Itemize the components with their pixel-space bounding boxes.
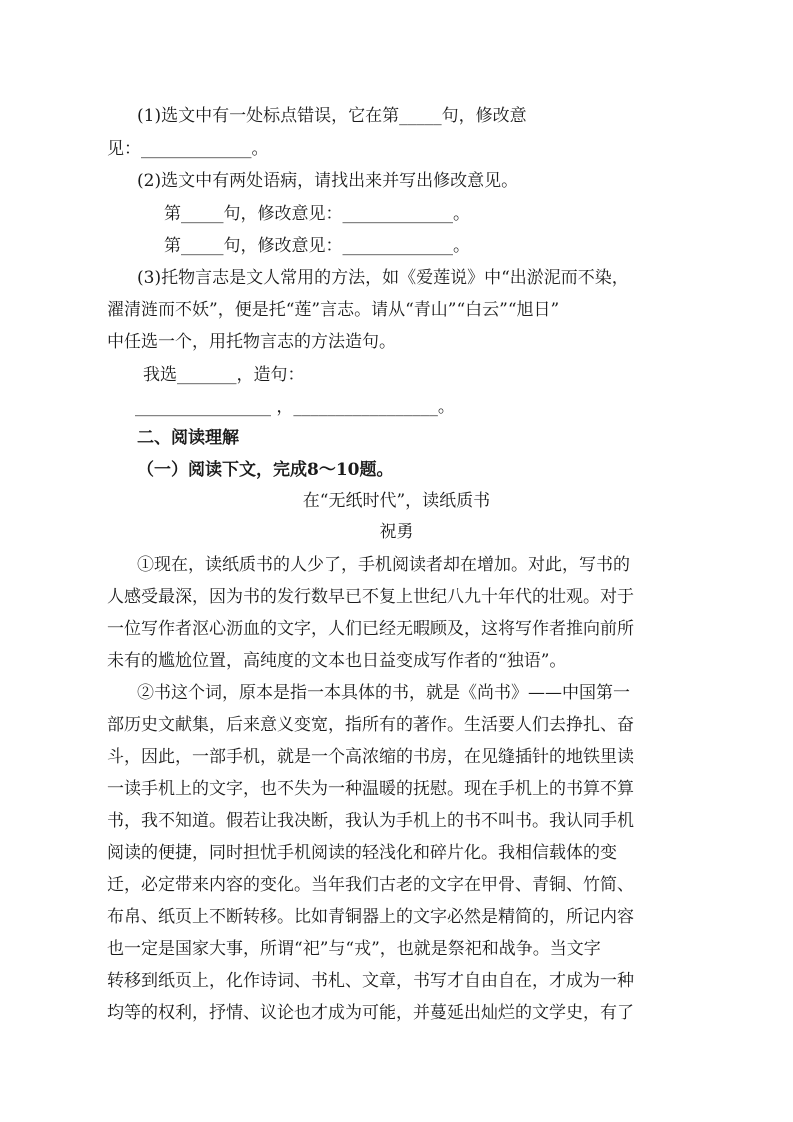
q1-line-2: 见：_____________。 [107,139,269,159]
q3-line-2: 濯清涟而不妖”，便是托“莲”言志。请从“青山”“白云”“旭日” [107,300,560,320]
q2-line-2: 第_____句，修改意见：_____________。 [164,204,470,224]
article-line: 一位写作者沤心沥血的文字，人们已经无暇顾及，这将写作者推向前所 [107,619,634,639]
article-line: 未有的尴尬位置，高纯度的文本也日益变成写作者的“独语”。 [107,651,567,671]
section-heading: 二、阅读理解 [137,428,239,448]
article-line: 也一定是国家大事，所谓“祀”与“戎”，也就是祭祀和战争。当文字 [107,939,601,959]
article-line: 迁，必定带来内容的变化。当年我们古老的文字在甲骨、青铜、竹简、 [107,875,634,895]
article-line: ②书这个词，原本是指一本具体的书，就是《尚书》——中国第一 [137,683,630,703]
article-line: 一读手机上的文字，也不失为一种温暖的抚慰。现在手机上的书算不算 [107,779,634,799]
article-line: 阅读的便捷，同时担忧手机阅读的轻浅化和碎片化。我相信载体的变 [107,843,617,863]
article-author: 祝勇 [379,522,414,542]
article-line: 均等的权利，抒情、议论也才成为可能，并蔓延出灿烂的文学史，有了 [107,1003,634,1023]
q3-line-3: 中任选一个，用托物言志的方法造句。 [107,332,396,352]
q2-line-3: 第_____句，修改意见：_____________。 [164,236,470,256]
article-line: 人感受最深，因为书的发行数早已不复上世纪八九十年代的壮观。对于 [107,587,634,607]
article-line: 斗，因此，一部手机，就是一个高浓缩的书房，在见缝插针的地铁里读 [107,747,634,767]
q3-line-4: 我选_______，造句： [143,365,305,385]
q3-line-1: (3)托物言志是文人常用的方法，如《爱莲说》中“出淤泥而不染， [137,268,629,288]
article-line: 转移到纸页上，化作诗词、书札、文章，书写才自由自在，才成为一种 [107,971,634,991]
article-line: 部历史文献集，后来意义变宽，指所有的著作。生活要人们去挣扎、奋 [107,715,634,735]
article-line: 布帛、纸页上不断转移。比如青铜器上的文字必然是精简的，所记内容 [107,907,634,927]
article-line: 书，我不知道。假若让我决断，我认为手机上的书不叫书。我认同手机 [107,811,634,831]
section-subheading: （一）阅读下文，完成8～10题。 [137,460,394,480]
q3-line-5: ________________ ，_________________。 [135,397,455,417]
q1-line-1: (1)选文中有一处标点错误，它在第_____句，修改意 [137,106,527,126]
q2-line-1: (2)选文中有两处语病，请找出来并写出修改意见。 [137,171,519,191]
article-title: 在“无纸时代”，读纸质书 [302,491,491,511]
article-line: ①现在，读纸质书的人少了，手机阅读者却在增加。对此，写书的 [137,555,630,575]
